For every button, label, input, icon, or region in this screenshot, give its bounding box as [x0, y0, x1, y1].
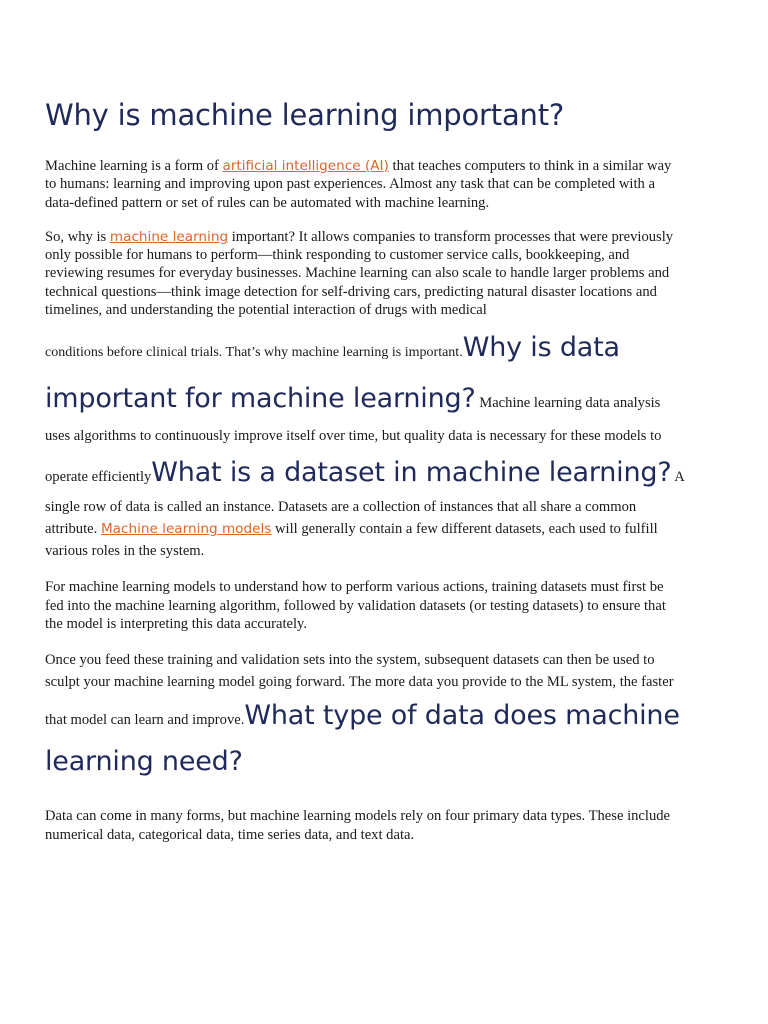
- heading-why-data-important: Why is data important for machine learning?: [45, 332, 620, 415]
- main-heading: Why is machine learning important?: [45, 98, 565, 132]
- link-machine-learning[interactable]: machine learning: [109, 228, 229, 245]
- paragraph-ai-definition: [45, 157, 685, 212]
- article-body: [45, 95, 685, 860]
- paragraph-text: Machine learning data analysis uses algorithms to continuously improve itself over time, but quality data is necessary for these models to operate efficiently: [45, 395, 662, 486]
- paragraph-why-important: [45, 228, 685, 319]
- paragraph-data-types: Data can come in many forms, but machine learning models rely on four primary data types. These include numerical data, categorical data, time series data, and text data.: [45, 808, 671, 843]
- paragraph-training-datasets: For machine learning models to understand how to perform various actions, training datasets must first be fed into the machine learning algorithm, followed by validation datasets (or testing datasets) to ensure that the model is interpreting this data accurately.: [45, 579, 666, 632]
- paragraph-text: important? It allows companies to transform processes that were previously only possible for humans to perform—think responding to customer service calls, bookkeeping, and reviewing resumes for everyday businesses. Machine learning can also scale to handle larger problems and technical questions—think image detection for self-driving cars, predicting natural disaster locations and timelines, and understanding the potential interaction of drugs with medical: [45, 228, 674, 319]
- link-artificial-intelligence[interactable]: artificial intelligence (AI): [222, 158, 389, 174]
- link-machine-learning-models[interactable]: Machine learning models: [100, 521, 272, 538]
- paragraph-text: So, why is: [45, 228, 110, 245]
- paragraph-text: that teaches computers to think in a similar way to humans: learning and improving upon past experiences. Almost any task that can be completed with a data-defined pattern or set of rules can be automated with machine learning.: [45, 158, 672, 211]
- paragraph-text: conditions before clinical trials. That’s why machine learning is important.: [45, 345, 463, 361]
- paragraph-text: A single row of data is called an instance. Datasets are a collection of instances that all share a common attribute.: [45, 469, 685, 538]
- paragraph-text: will generally contain a few different datasets, each used to fulfill various roles in the system.: [45, 521, 658, 560]
- paragraph-text: Once you feed these training and validation sets into the system, subsequent datasets can then be used to sculpt your machine learning model going forward. The more data you provide to the ML system, the faster that model can learn and improve.: [45, 652, 674, 729]
- paragraph-feed-data: [45, 649, 685, 785]
- heading-what-is-dataset: What is a dataset in machine learning?: [151, 457, 672, 489]
- paragraph-mixed-datasets: [45, 325, 685, 562]
- heading-what-type-of-data: What type of data does machine learning need?: [45, 700, 680, 778]
- paragraph-text: Machine learning is a form of: [45, 158, 223, 174]
